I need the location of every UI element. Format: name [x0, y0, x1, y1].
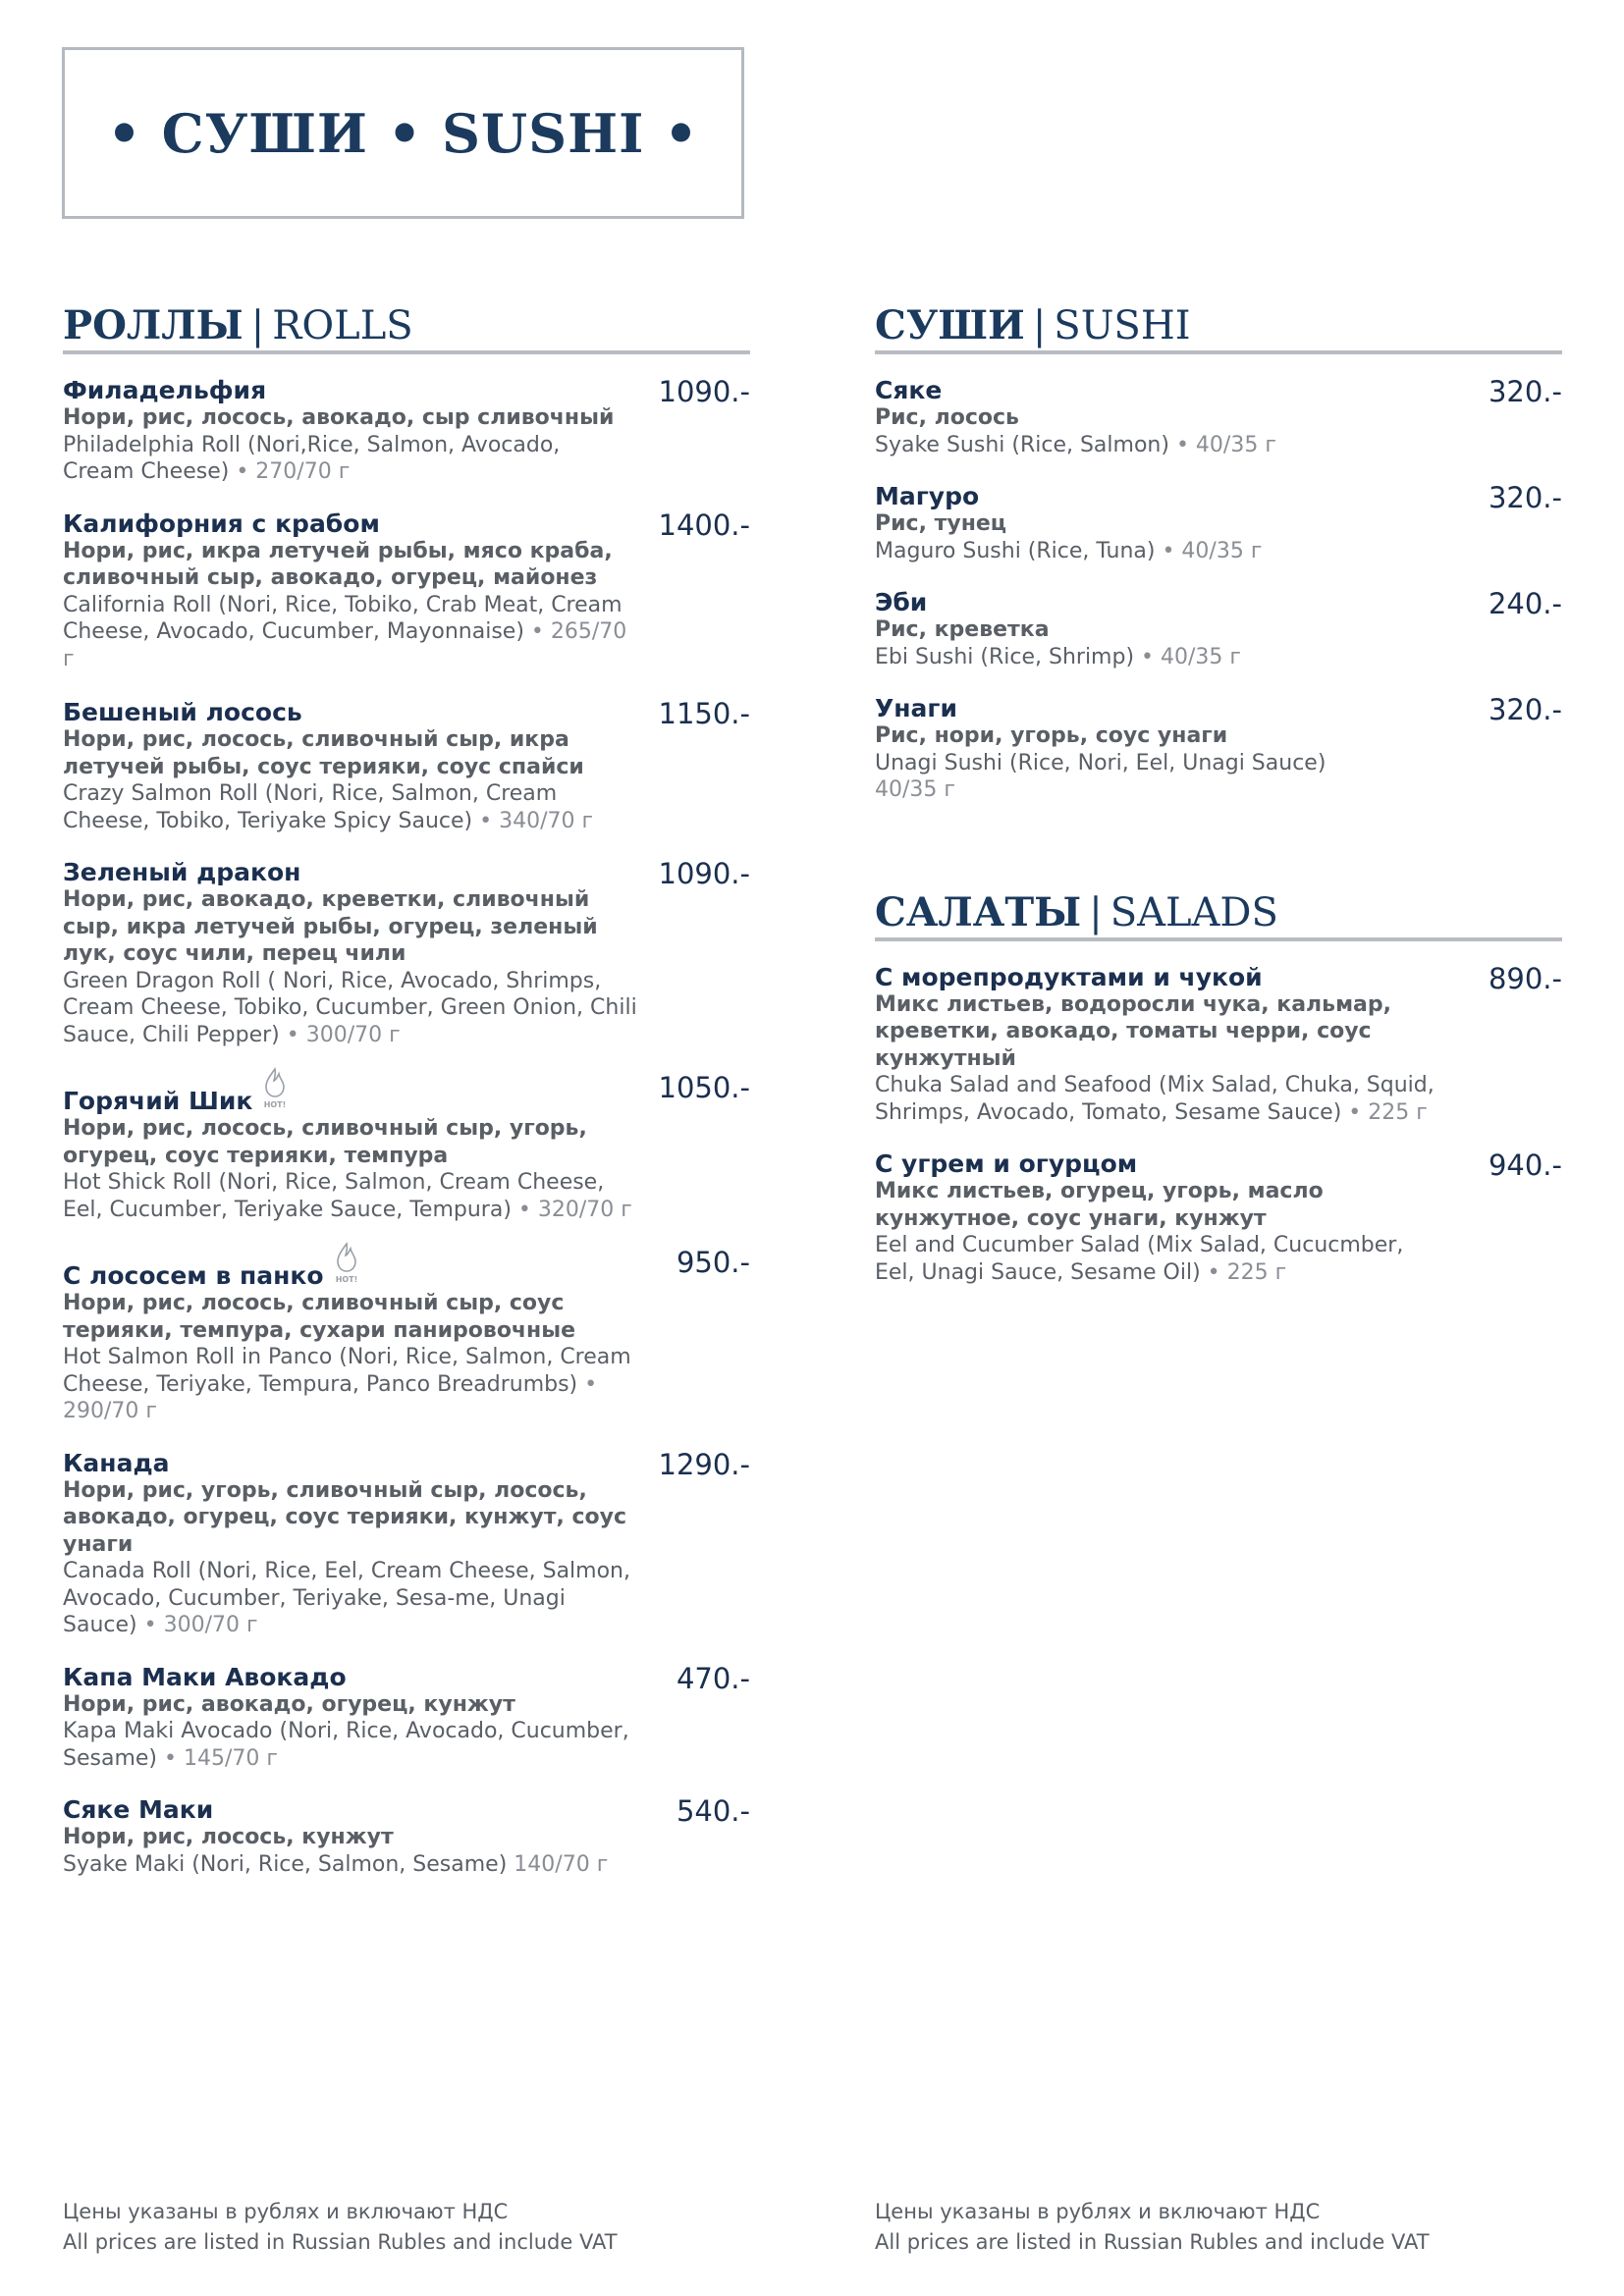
item-weight: • 270/70 г [236, 459, 351, 484]
sushi-title-en: SUSHI [1054, 303, 1191, 348]
item-description-en-text: Kapa Maki Avocado (Nori, Rice, Avocado, Cucumber, Sesame) [63, 1719, 629, 1771]
rolls-title-en: ROLLS [272, 303, 413, 348]
item-description-en-text: Hot Shick Roll (Nori, Rice, Salmon, Cream Cheese, Eel, Cucumber, Teriyake Sauce, Tempura) [63, 1170, 605, 1222]
item-description-en-text: California Roll (Nori, Rice, Tobiko, Crab Meat, Cream Cheese, Avocado, Cucumber, Mayonnaise) [63, 592, 623, 644]
item-weight: 140/70 г [514, 1851, 609, 1877]
menu-item-philadelphia [63, 376, 750, 486]
price-note-left [63, 2197, 618, 2258]
price-note-ru: Цены указаны в рублях и включают НДС [875, 2200, 1321, 2223]
item-description-en [63, 968, 637, 1049]
item-price: 320.- [1488, 375, 1562, 408]
item-weight: • 340/70 г [479, 808, 594, 833]
item-price: 320.- [1488, 693, 1562, 726]
menu-item-california [63, 509, 750, 673]
item-description-en [63, 592, 637, 673]
item-name: Сяке Маки [63, 1795, 214, 1824]
price-note-right [875, 2197, 1430, 2258]
item-description-en-text: Eel and Cucumber Salad (Mix Salad, Cucucmber, Eel, Unagi Sauce, Sesame Oil) [875, 1233, 1404, 1285]
menu-item-syake [875, 376, 1562, 458]
item-name-row [63, 1072, 290, 1115]
item-name: Филадельфия [63, 376, 267, 404]
sushi-title-ru: СУШИ [875, 302, 1025, 348]
item-weight: 40/35 г [875, 777, 955, 802]
item-description-ru: Нори, рис, лосось, сливочный сыр, угорь, огурец, соус терияки, темпура [63, 1116, 587, 1168]
item-description-en-text: Canada Roll (Nori, Rice, Eel, Cream Cheese, Salmon, Avocado, Cucumber, Teriyake, Sesa-me, Unagi Sauce) [63, 1559, 630, 1637]
item-price: 1150.- [658, 697, 750, 730]
item-weight: • 300/70 г [286, 1022, 401, 1047]
item-description-en-text: Green Dragon Roll ( Nori, Rice, Avocado, Shrimps, Cream Cheese, Tobiko, Cucumber, Green Onion, Chili Sauce, Chili Pepper) [63, 968, 637, 1047]
sushi-title-separator: | [1032, 303, 1047, 348]
menu-item-ebi [875, 588, 1562, 670]
menu-item-seafood-chuka-salad [875, 963, 1562, 1127]
item-description-en [875, 1232, 1449, 1286]
item-description-en-text: Hot Salmon Roll in Panco (Nori, Rice, Salmon, Cream Cheese, Teriyake, Tempura, Panco Breadrumbs) [63, 1345, 631, 1397]
item-description-en [63, 1344, 637, 1425]
item-weight: • 40/35 г [1141, 644, 1241, 669]
item-description-ru: Нори, рис, икра летучей рыбы, мясо краба, сливочный сыр, авокадо, огурец, майонез [63, 538, 613, 590]
item-description-ru: Нори, рис, лосось, сливочный сыр, соус терияки, темпура, сухари панировочные [63, 1291, 576, 1343]
item-description-en-text: Syake Sushi (Rice, Salmon) [875, 432, 1169, 457]
salads-title-en: SALADS [1110, 889, 1278, 935]
item-weight: • 290/70 г [63, 1371, 598, 1423]
menu-item-canada [63, 1449, 750, 1639]
item-description-en-text: Maguro Sushi (Rice, Tuna) [875, 538, 1156, 563]
item-description-en [63, 1558, 637, 1639]
item-weight: • 265/70 г [63, 619, 627, 671]
item-name: Калифорния с крабом [63, 508, 380, 538]
item-description-en [875, 432, 1449, 459]
item-description-ru: Микс листьев, водоросли чука, кальмар, креветки, авокадо, томаты черри, соус кунжутный [875, 991, 1392, 1071]
item-description-en [63, 780, 637, 834]
sushi-section-header [875, 299, 1562, 354]
item-name: Горячий Шик [63, 1087, 253, 1115]
item-price: 470.- [676, 1661, 750, 1695]
item-description-en [63, 432, 637, 486]
item-description-ru: Нори, рис, авокадо, огурец, кунжут [63, 1691, 515, 1717]
price-note-en: All prices are listed in Russian Rubles and include VAT [63, 2230, 618, 2254]
item-price: 890.- [1488, 961, 1562, 995]
item-description-ru: Нори, рис, лосось, авокадо, сыр сливочный [63, 405, 615, 430]
hot-label: HOT! [335, 1275, 357, 1284]
page-title: • СУШИ • SUSHI • [107, 101, 699, 165]
item-weight: • 40/35 г [1175, 432, 1276, 457]
item-weight: • 225 г [1207, 1259, 1287, 1285]
rolls-section-header [63, 299, 750, 354]
item-description-en [63, 1169, 637, 1223]
item-description-en [875, 538, 1449, 565]
item-price: 940.- [1488, 1148, 1562, 1182]
item-name: С лососем в панко [63, 1261, 324, 1290]
menu-item-crazy-salmon [63, 698, 750, 834]
item-price: 1090.- [658, 857, 750, 890]
item-weight: • 320/70 г [517, 1197, 632, 1222]
item-description-ru: Нори, рис, лосось, кунжут [63, 1825, 394, 1849]
price-note-ru: Цены указаны в рублях и включают НДС [63, 2200, 509, 2223]
menu-item-hot-shick [63, 1072, 750, 1223]
item-description-en-text: Chuka Salad and Seafood (Mix Salad, Chuka, Squid, Shrimps, Avocado, Tomato, Sesame Sauce) [875, 1073, 1435, 1125]
menu-item-green-dragon [63, 858, 750, 1048]
item-description-en-text: Unagi Sushi (Rice, Nori, Eel, Unagi Sauce) [875, 750, 1326, 775]
sushi-salads-column [875, 299, 1562, 1309]
menu-item-salmon-panco [63, 1247, 750, 1425]
item-description-en-text: Philadelphia Roll (Nori,Rice, Salmon, Avocado, Cream Cheese) [63, 432, 561, 484]
item-weight: • 145/70 г [164, 1745, 278, 1771]
flame-hot-icon [332, 1241, 361, 1284]
item-weight: • 300/70 г [143, 1613, 258, 1637]
item-description-en-text: Crazy Salmon Roll (Nori, Rice, Salmon, Cream Cheese, Tobiko, Teriyake Spicy Sauce) [63, 781, 558, 833]
item-price: 540.- [676, 1794, 750, 1828]
price-note-en: All prices are listed in Russian Rubles and include VAT [875, 2230, 1430, 2254]
item-description-ru: Рис, лосось [875, 405, 1019, 430]
item-description-en [875, 644, 1449, 671]
menu-item-unagi [875, 694, 1562, 804]
hot-label: HOT! [264, 1100, 287, 1109]
item-description-en [63, 1718, 637, 1772]
flame-hot-icon [260, 1066, 290, 1109]
item-description-en [875, 750, 1449, 804]
item-name: Магуро [875, 482, 980, 510]
item-description-ru: Нори, рис, угорь, сливочный сыр, лосось, авокадо, огурец, соус терияки, кунжут, соус унаги [63, 1477, 627, 1557]
item-price: 1400.- [658, 507, 750, 542]
item-description-ru: Рис, креветка [875, 617, 1050, 642]
item-description-ru: Рис, тунец [875, 511, 1007, 536]
menu-item-eel-cucumber-salad [875, 1149, 1562, 1286]
item-price: 950.- [676, 1246, 750, 1279]
item-price: 320.- [1488, 481, 1562, 514]
item-name: С угрем и огурцом [875, 1149, 1138, 1178]
item-name: Эби [875, 588, 928, 616]
item-name: С морепродуктами и чукой [875, 962, 1263, 991]
rolls-title-ru: РОЛЛЫ [63, 302, 244, 348]
item-name-row [63, 1247, 361, 1290]
item-name: Капа Маки Авокадо [63, 1662, 347, 1691]
item-name: Унаги [875, 694, 957, 722]
item-price: 240.- [1488, 587, 1562, 620]
menu-item-syake-maki [63, 1795, 750, 1878]
rolls-column [63, 299, 750, 1901]
item-name: Зеленый дракон [63, 858, 301, 886]
item-description-ru: Нори, рис, лосось, сливочный сыр, икра летучей рыбы, соус терияки, соус спайси [63, 727, 584, 779]
salads-section-header [875, 886, 1562, 941]
item-name: Бешеный лосось [63, 698, 302, 726]
salads-title-ru: САЛАТЫ [875, 888, 1082, 935]
item-description-en [63, 1851, 637, 1879]
item-description-ru: Микс листьев, огурец, угорь, масло кунжутное, соус унаги, кунжут [875, 1179, 1324, 1231]
item-weight: • 225 г [1348, 1099, 1428, 1125]
item-price: 1090.- [658, 375, 750, 408]
page-title-box [62, 47, 744, 219]
item-name: Сяке [875, 376, 943, 404]
item-description-en-text: Syake Maki (Nori, Rice, Salmon, Sesame) [63, 1851, 508, 1877]
item-description-en [875, 1072, 1449, 1126]
menu-item-maguro [875, 482, 1562, 564]
menu-item-kapa-maki [63, 1663, 750, 1773]
salads-title-separator: | [1089, 889, 1103, 935]
item-weight: • 40/35 г [1162, 538, 1263, 563]
item-description-ru: Рис, нори, угорь, соус унаги [875, 723, 1228, 748]
rolls-title-separator: | [250, 303, 265, 348]
item-description-en-text: Ebi Sushi (Rice, Shrimp) [875, 644, 1135, 669]
item-description-ru: Нори, рис, авокадо, креветки, сливочный сыр, икра летучей рыбы, огурец, зеленый лук, соус чили, перец чили [63, 887, 598, 966]
item-price: 1290.- [658, 1447, 750, 1481]
item-price: 1050.- [658, 1071, 750, 1104]
item-name: Канада [63, 1448, 170, 1477]
